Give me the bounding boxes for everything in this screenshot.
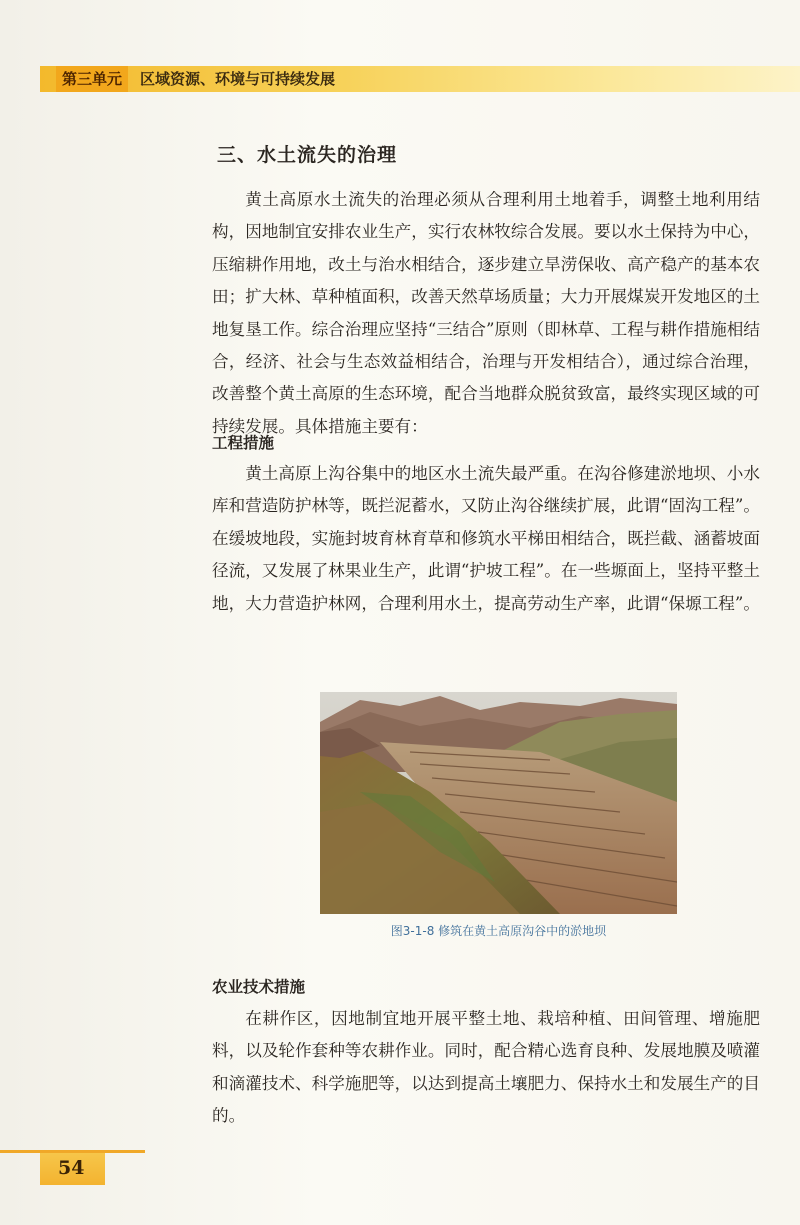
agriculture-paragraph: 在耕作区，因地制宜地开展平整土地、栽培种植、田间管理、增施肥料，以及轮作套种等农耕作业。同时，配合精心选育良种、发展地膜及喷灌和滴灌技术、科学施肥等，以达到提高土壤肥力、保持水土和发展生产的目的。	[212, 1009, 760, 1126]
section-title: 三、水土流失的治理	[217, 144, 398, 166]
intro-paragraph: 黄土高原水土流失的治理必须从合理利用土地着手，调整土地利用结构，因地制宜安排农业生产，实行农林牧综合发展。要以水土保持为中心，压缩耕作用地，改土与治水相结合，逐步建立旱涝保收、高产稳产的基本农田；扩大林、草种植面积，改善天然草场质量；大力开展煤炭开发地区的土地复垦工作。综合治理应坚持“三结合”原则（即林草、工程与耕作措施相结合，经济、社会与生态效益相结合，治理与开发相结合），通过综合治理，改善整个黄土高原的生态环境，配合当地群众脱贫致富，最终实现区域的可持续发展。具体措施主要有：	[212, 190, 760, 436]
agriculture-heading: 农业技术措施	[212, 978, 306, 996]
photo-illustration	[320, 692, 677, 914]
unit-title: 区域资源、环境与可持续发展	[140, 70, 336, 88]
page-number: 54	[58, 1157, 85, 1179]
gully-dam-photo	[320, 692, 677, 914]
engineering-heading: 工程措施	[212, 434, 275, 452]
engineering-paragraph: 黄土高原上沟谷集中的地区水土流失最严重。在沟谷修建淤地坝、小水库和营造防护林等，既拦泥蓄水，又防止沟谷继续扩展，此谓“固沟工程”。在缓坡地段，实施封坡育林育草和修筑水平梯田相结合，既拦截、涵蓄坡面径流，又发展了林果业生产，此谓“护坡工程”。在一些塬面上，坚持平整土地，大力营造护林网，合理利用水土，提高劳动生产率，此谓“保塬工程”。	[212, 464, 760, 613]
figure-caption: 图3-1-8 修筑在黄土高原沟谷中的淤地坝	[390, 924, 607, 938]
unit-label: 第三单元	[56, 66, 128, 92]
